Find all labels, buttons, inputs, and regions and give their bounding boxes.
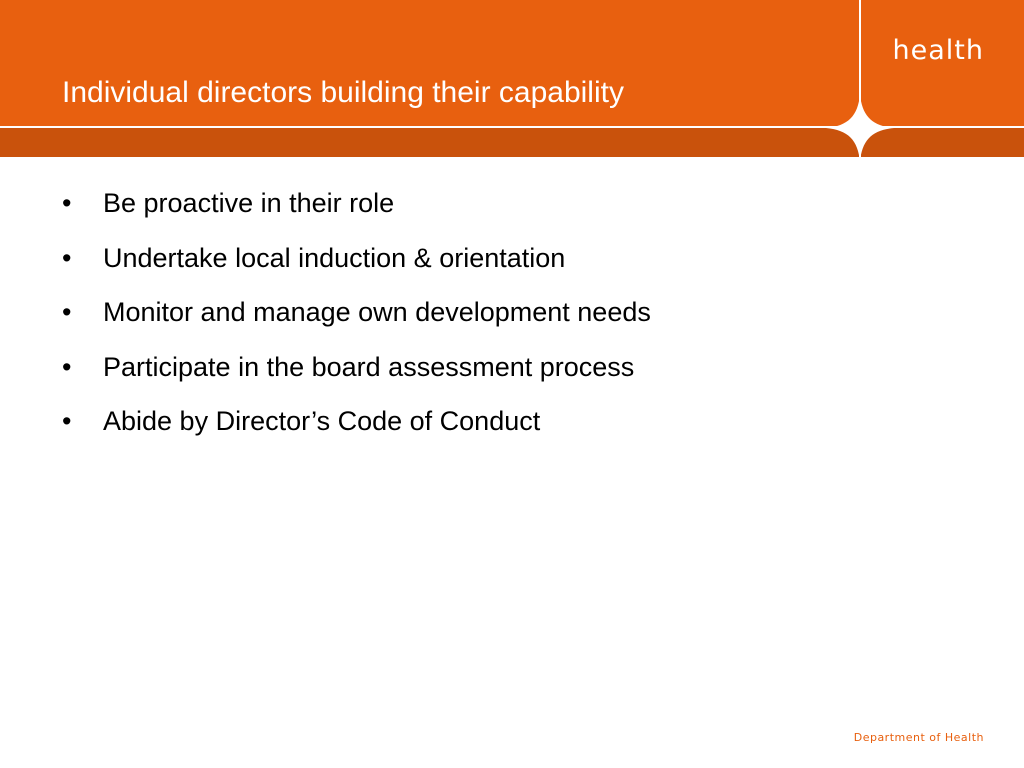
footer-organisation-logo: Department of Health [853, 731, 984, 744]
bullet-icon: • [62, 297, 72, 327]
bullet-icon: • [62, 188, 72, 218]
sparkle-star-icon [826, 94, 894, 162]
slide-title: Individual directors building their capability [62, 76, 624, 109]
list-item [62, 243, 651, 298]
list-item [62, 188, 651, 243]
list-item [62, 297, 651, 352]
bullet-text: Monitor and manage own development needs [103, 297, 651, 327]
brand-wordmark: health [892, 35, 984, 66]
bullet-text: Undertake local induction & orientation [103, 242, 566, 273]
bullet-icon: • [62, 351, 72, 382]
list-item [62, 406, 651, 461]
bullet-text: Abide by Director’s Code of Conduct [103, 406, 541, 436]
bullet-text: Participate in the board assessment process [103, 351, 635, 382]
bullet-icon: • [62, 242, 72, 273]
bullet-icon: • [62, 406, 72, 436]
list-item [62, 352, 651, 407]
bullet-text: Be proactive in their role [103, 188, 395, 218]
bullet-list [62, 188, 651, 461]
